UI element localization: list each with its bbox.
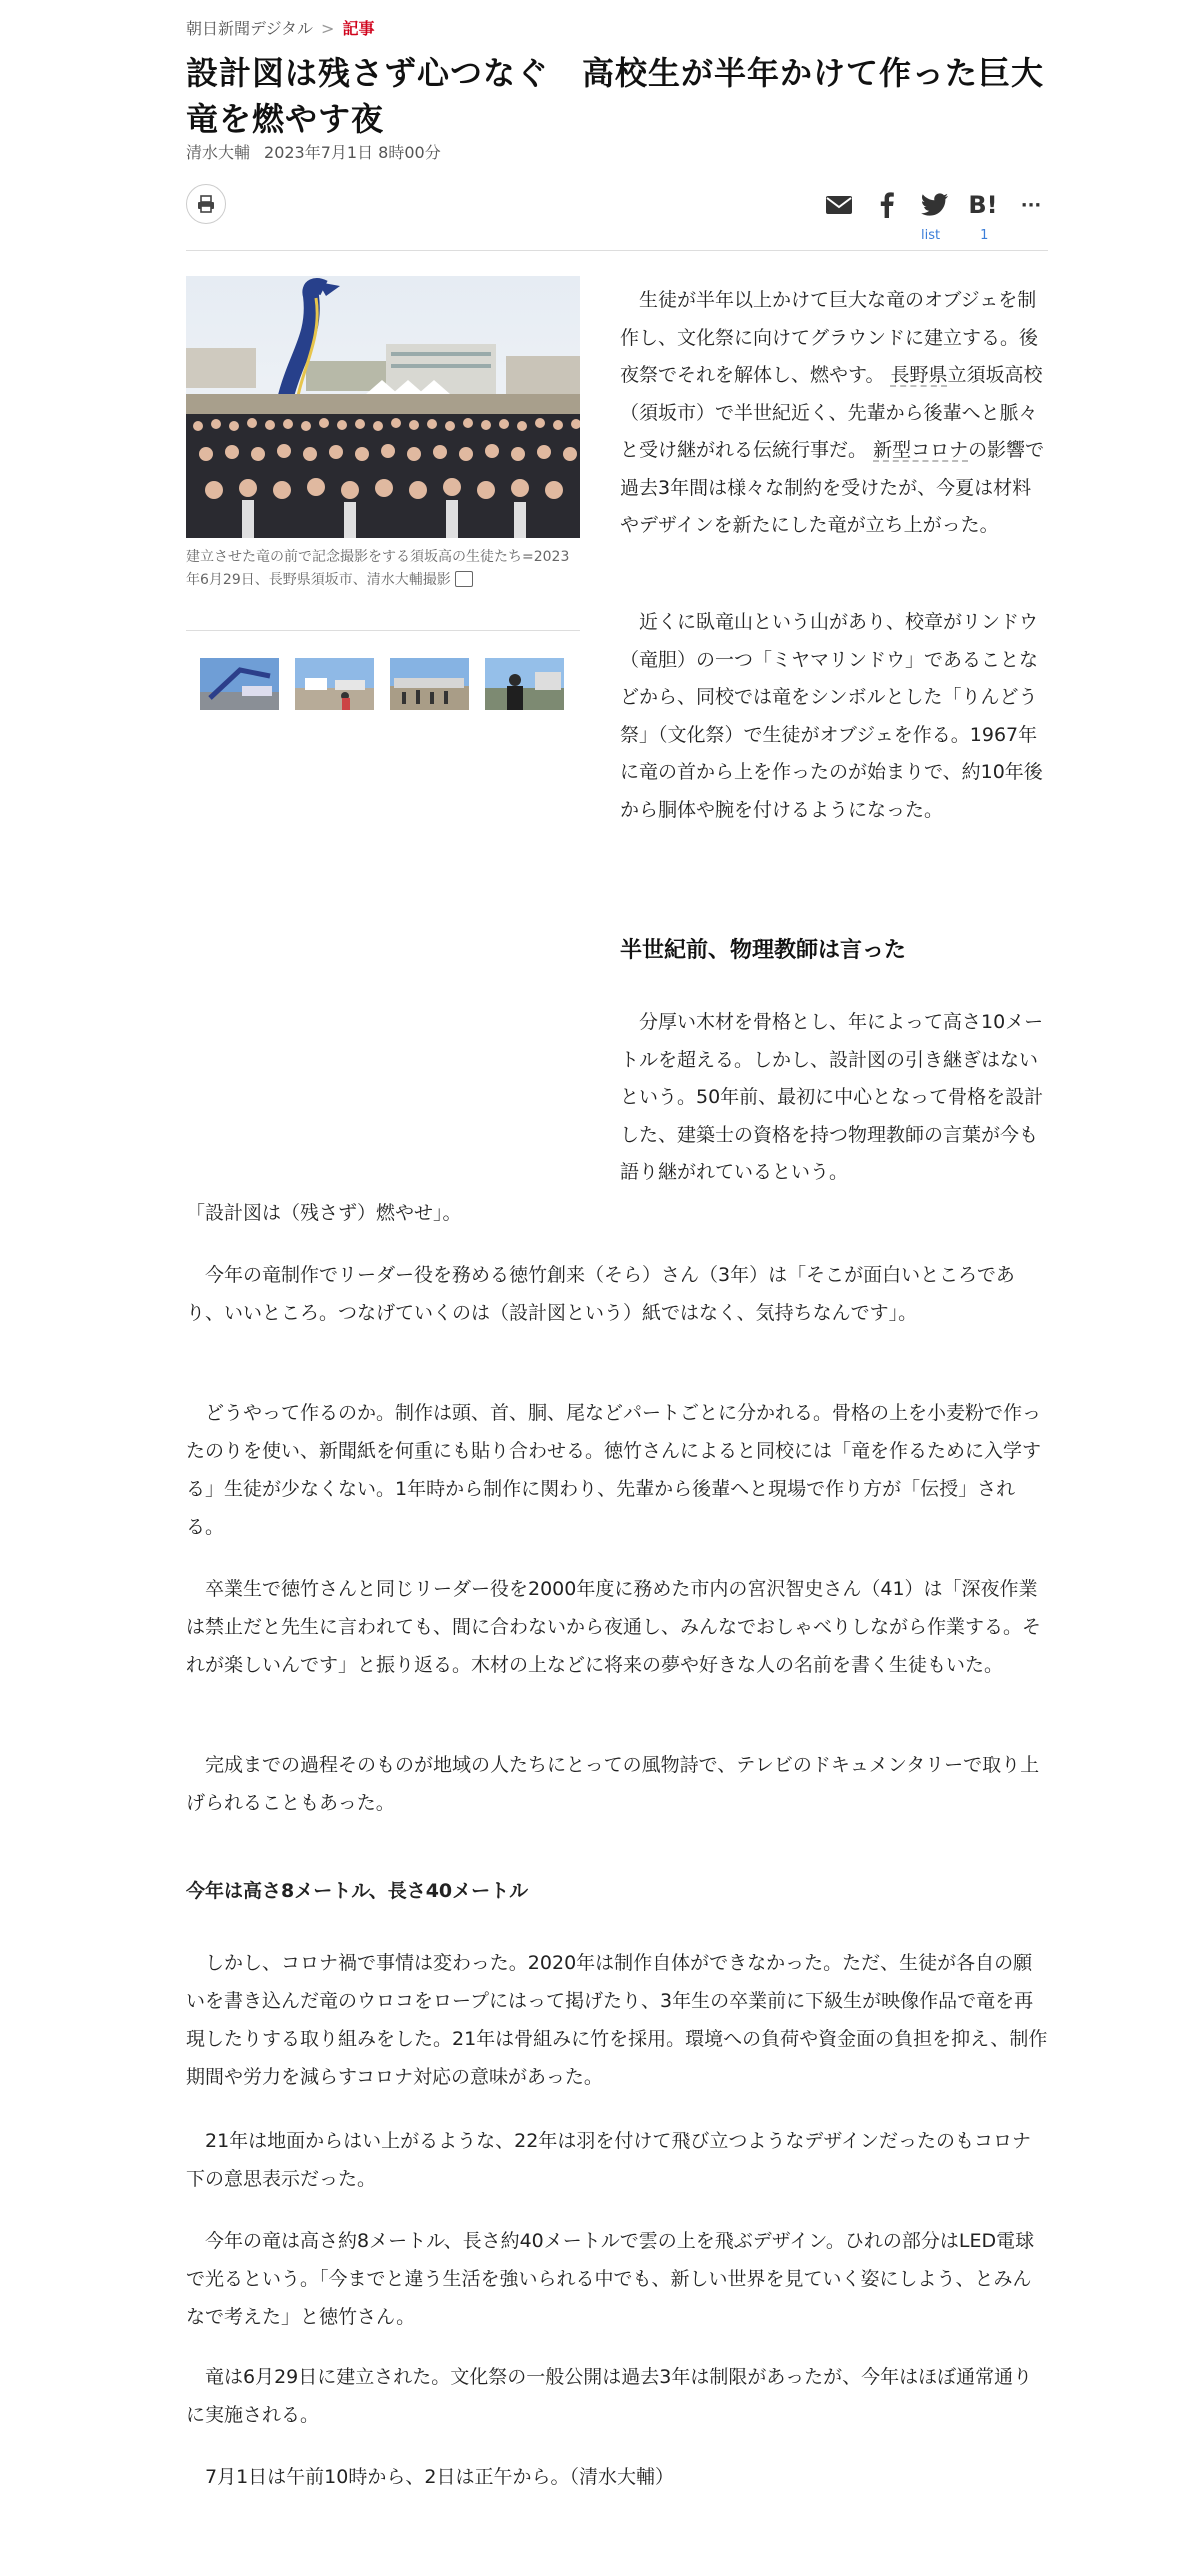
bookmark-count[interactable]: 1 <box>980 228 989 243</box>
paragraph-3: 分厚い木材を骨格とし、年によって高さ10メートルを超える。しかし、設計図の引き継ぎはないという。50年前、最初に中心となって骨格を設計した、建築士の資格を持つ物理教師の言葉が今も語り継がれているという。 <box>620 1011 1044 1183</box>
article-body-intro <box>620 282 1048 545</box>
paragraph-9: 21年は地面からはい上がるような、22年は羽を付けて飛び立つようなデザインだったのもコロナ下の意思表示だった。 <box>186 2130 1032 2190</box>
link-nagano[interactable]: 長野県 <box>890 364 948 386</box>
link-covid[interactable]: 新型コロナ <box>873 439 969 461</box>
paragraph-4: 今年の竜制作でリーダー役を務める徳竹創来（そら）さん（3年）は「そこが面白いところであり、いいところ。つなげていくのは（設計図という）紙ではなく、気持ちなんです」。 <box>186 1264 1015 1324</box>
print-button[interactable] <box>186 184 226 224</box>
breadcrumb <box>186 16 374 39</box>
thumbnail-3[interactable] <box>390 658 469 710</box>
paragraph-8: しかし、コロナ禍で事情は変わった。2020年は制作自体ができなかった。ただ、生徒が各自の願いを書き込んだ竜のウロコをロープにはって掲げたり、3年生の卒業前に下級生が映像作品で竜を再現したりする取り組みをした。21年は骨組みに竹を採用。環境への負荷や資金面の負担を抑え、制作期間や労力を減らすコロナ対応の意味があった。 <box>186 1952 1048 2088</box>
share-count <box>921 228 1028 243</box>
hatena-bookmark-icon[interactable]: B! <box>968 191 998 219</box>
photo-caption <box>186 546 580 592</box>
header-divider <box>186 250 1048 251</box>
caption-divider <box>186 630 580 631</box>
paragraph-1-part-a: 生徒が半年以上かけて巨大な竜のオブジェを制作し、文化祭に向けてグラウンドに建立する。後夜祭でそれを解体し、燃やす。 <box>620 289 1039 386</box>
breadcrumb-section-link[interactable]: 記事 <box>342 19 375 38</box>
caption-text: 建立させた竜の前で記念撮影をする須坂高の生徒たち=2023年6月29日、長野県須坂市、清水大輔撮影 <box>186 549 570 588</box>
publish-date: 2023年7月1日 8時00分 <box>264 143 441 162</box>
photo-thumbnails <box>200 658 564 710</box>
main-photo[interactable] <box>186 276 580 538</box>
author-name: 清水大輔 <box>186 143 251 162</box>
list-link[interactable]: list <box>921 228 941 243</box>
breadcrumb-separator: > <box>321 19 335 38</box>
paragraph-12: 7月1日は午前10時から、2日は正午から。（清水大輔） <box>205 2466 674 2488</box>
paragraph-1 <box>620 282 1048 545</box>
paragraph-5: どうやって作るのか。制作は頭、首、胴、尾などパートごとに分かれる。骨格の上を小麦粉で作ったのりを使い、新聞紙を何重にも貼り合わせる。徳竹さんによると同校には「竜を作るために入学する」生徒が少なくない。1年時から制作に関わり、先輩から後輩へと現場で作り方が「伝授」される。 <box>186 1402 1042 1538</box>
breadcrumb-site-link[interactable]: 朝日新聞デジタル <box>186 19 314 38</box>
enlarge-image-icon[interactable] <box>455 571 473 587</box>
paragraph-11: 竜は6月29日に建立された。文化祭の一般公開は過去3年は制限があったが、今年はほぼ通常通りに実施される。 <box>186 2366 1033 2426</box>
section-heading-1: 半世紀前、物理教師は言った <box>620 938 907 963</box>
paragraph-6: 卒業生で徳竹さんと同じリーダー役を2000年度に務めた市内の宮沢智史さん（41）は「深夜作業は禁止だと先生に言われても、間に合わないから夜通し、みんなでおしゃべりしながら作業する。それが楽しいんです」と振り返る。木材の上などに将来の夢や好きな人の名前を書く生徒もいた。 <box>186 1578 1042 1676</box>
paragraph-1-part-b: 立須坂高校（須坂市）で半世紀近く、先輩から後輩へと脈々と受け継がれる伝統行事だ。 <box>620 364 1043 461</box>
twitter-icon[interactable] <box>918 188 952 222</box>
article-title: 設計図は残さず心つなぐ 高校生が半年かけて作った巨大竜を燃やす夜 <box>186 54 1045 138</box>
share-toolbar <box>822 188 1048 222</box>
thumbnail-4[interactable] <box>485 658 564 710</box>
more-icon[interactable]: ··· <box>1020 194 1042 216</box>
paragraph-2: 近くに臥竜山という山があり、校章がリンドウ（竜胆）の一つ「ミヤマリンドウ」であることなどから、同校では竜をシンボルとした「りんどう祭」（文化祭）で生徒がオブジェを作る。1967年に竜の首から上を作ったのが始まりで、約10年後から胴体や腕を付けるようになった。 <box>620 611 1043 821</box>
paragraph-10: 今年の竜は高さ約8メートル、長さ約40メートルで雲の上を飛ぶデザイン。ひれの部分はLED電球で光るという。「今までと違う生活を強いられる中でも、新しい世界を見ていく姿にしよう、とみんなで考えた」と徳竹さん。 <box>186 2230 1035 2328</box>
mail-icon[interactable] <box>822 188 856 222</box>
thumbnail-2[interactable] <box>295 658 374 710</box>
byline <box>186 140 455 163</box>
paragraph-7: 完成までの過程そのものが地域の人たちにとっての風物詩で、テレビのドキュメンタリーで取り上げられることもあった。 <box>186 1754 1040 1814</box>
paragraph-1-part-c: の影響で過去3年間は様々な制約を受けたが、今夏は材料やデザインを新たにした竜が立ち上がった。 <box>620 439 1045 536</box>
printer-icon <box>196 194 216 214</box>
facebook-icon[interactable] <box>870 188 904 222</box>
section-heading-2: 今年は高さ8メートル、長さ40メートル <box>186 1880 529 1902</box>
thumbnail-1[interactable] <box>200 658 279 710</box>
paragraph-3-end: 「設計図は（残さず）燃やせ」。 <box>186 1202 462 1224</box>
